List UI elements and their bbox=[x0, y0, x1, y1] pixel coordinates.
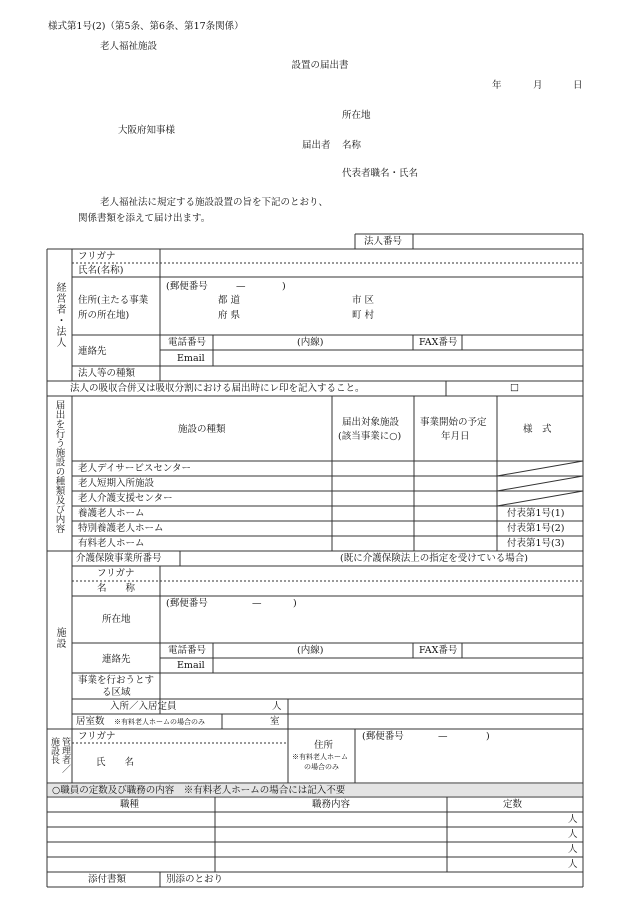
manager-section-label: 管理者／施設長 bbox=[49, 737, 70, 773]
staff-count-unit: 人 bbox=[568, 814, 578, 825]
manager-postal-dash: — bbox=[438, 731, 448, 742]
operator-ext-label: (内線) bbox=[297, 337, 324, 348]
facility-email-label: Email bbox=[177, 660, 205, 671]
operator-city-shiku: 市 区 bbox=[352, 295, 375, 306]
form-number: 様式第1号(2)（第5条、第6条、第17条関係） bbox=[48, 21, 244, 32]
name-label: 名称 bbox=[342, 140, 362, 151]
facility-contact-label: 連絡先 bbox=[102, 654, 131, 665]
manager-postal-close: ) bbox=[486, 731, 490, 742]
operator-contact-label: 連絡先 bbox=[78, 346, 107, 357]
corp-number-input[interactable] bbox=[416, 236, 580, 247]
col-start-1: 事業開始の予定 bbox=[420, 417, 487, 428]
facility-type-row: 老人デイサービスセンター bbox=[78, 463, 191, 474]
operator-city-chouson: 町 村 bbox=[352, 310, 375, 321]
facility-type-row: 有料老人ホーム bbox=[78, 538, 145, 549]
operator-postal-close: ) bbox=[282, 281, 286, 292]
operator-pref-to: 都 道 bbox=[218, 295, 241, 306]
manager-name-label: 氏 名 bbox=[96, 757, 135, 768]
body-text-line2: 関係書類を添えて届け出ます。 bbox=[78, 213, 211, 224]
operator-corp-type-label: 法人等の種類 bbox=[78, 368, 136, 379]
facility-type-row: 老人短期入所施設 bbox=[78, 478, 155, 489]
merger-note: 法人の吸収合併又は吸収分割における届出時にレ印を記入すること。 bbox=[70, 383, 365, 394]
operator-fax-label: FAX番号 bbox=[419, 337, 458, 348]
facility-location-label: 所在地 bbox=[102, 614, 131, 625]
manager-address-label: 住所 bbox=[314, 740, 334, 751]
staff-header-note: ○職員の定数及び職務の内容 ※有料老人ホームの場合には記入不要 bbox=[52, 785, 346, 796]
operator-postal-dash: — bbox=[236, 281, 246, 292]
body-text-line1: 老人福祉法に規定する施設設置の旨を下記のとおり、 bbox=[100, 197, 329, 208]
insurance-no-label: 介護保険事業所番号 bbox=[76, 553, 162, 564]
facility-types-section-label: 届出を行う施設の種類及び内容 bbox=[53, 400, 65, 533]
operator-section-label: 経営者・法人 bbox=[54, 282, 65, 348]
facility-type-row: 養護老人ホーム bbox=[78, 508, 145, 519]
rooms-unit: 室 bbox=[270, 716, 280, 727]
col-target-1: 届出対象施設 bbox=[342, 417, 400, 428]
attachments-label: 添付書類 bbox=[88, 874, 127, 885]
date-day: 日 bbox=[573, 80, 583, 91]
addressee: 大阪府知事様 bbox=[118, 125, 176, 136]
col-target-2: (該当事業に○) bbox=[338, 431, 402, 442]
staff-count-unit: 人 bbox=[568, 844, 578, 855]
facility-area-label-1: 事業を行おうとす bbox=[78, 675, 155, 686]
form-subject: 老人福祉施設 bbox=[100, 41, 158, 52]
manager-furigana-label: フリガナ bbox=[78, 731, 116, 742]
facility-ext-label: (内線) bbox=[297, 645, 324, 656]
operator-phone-label: 電話番号 bbox=[168, 337, 207, 348]
notifier-label: 届出者 bbox=[302, 140, 331, 151]
operator-address-label-2: 所の所在地) bbox=[78, 310, 130, 321]
col-staff-duty: 職務内容 bbox=[312, 799, 351, 810]
col-staff-kind: 職種 bbox=[120, 799, 140, 810]
facility-postal-close: ) bbox=[293, 598, 297, 609]
col-staff-count: 定数 bbox=[503, 799, 523, 810]
facility-name-label: 名 称 bbox=[97, 583, 136, 594]
facility-postal-label: (郵便番号 bbox=[166, 598, 208, 609]
merger-checkbox[interactable]: □ bbox=[510, 382, 519, 393]
operator-name-label: 氏名(名称) bbox=[78, 265, 124, 276]
rooms-label: 居室数 bbox=[76, 716, 105, 727]
insurance-note: (既に介護保険法上の指定を受けている場合) bbox=[340, 553, 528, 564]
facility-fax-label: FAX番号 bbox=[419, 645, 458, 656]
facility-postal-dash: — bbox=[252, 598, 262, 609]
location-label: 所在地 bbox=[342, 110, 371, 121]
manager-postal-label: (郵便番号 bbox=[362, 731, 404, 742]
capacity-label: 入所／入居定員 bbox=[110, 701, 177, 712]
date-month: 月 bbox=[533, 80, 543, 91]
col-facility-type: 施設の種類 bbox=[178, 424, 226, 435]
operator-email-label: Email bbox=[177, 353, 205, 364]
facility-form-ref: 付表第1号(2) bbox=[507, 523, 565, 534]
staff-count-unit: 人 bbox=[568, 829, 578, 840]
attachments-value: 別添のとおり bbox=[166, 874, 224, 885]
operator-furigana-label: フリガナ bbox=[78, 251, 116, 262]
rooms-note: ※有料老人ホームの場合のみ bbox=[114, 718, 205, 726]
operator-pref-fu: 府 県 bbox=[218, 310, 241, 321]
facility-form-ref: 付表第1号(1) bbox=[507, 508, 565, 519]
manager-address-note-2: の場合のみ bbox=[304, 763, 339, 771]
col-form: 様 式 bbox=[523, 424, 552, 435]
representative-label: 代表者職名・氏名 bbox=[342, 168, 419, 179]
col-start-2: 年月日 bbox=[441, 431, 470, 442]
facility-section-label: 施設 bbox=[54, 627, 65, 649]
date-year: 年 bbox=[492, 80, 502, 91]
facility-form-ref: 付表第1号(3) bbox=[507, 538, 565, 549]
manager-address-note-1: ※有料老人ホーム bbox=[292, 753, 348, 761]
document-title: 設置の届出書 bbox=[291, 60, 349, 71]
operator-postal-label: (郵便番号 bbox=[166, 281, 208, 292]
facility-type-row: 老人介護支援センター bbox=[78, 493, 173, 504]
operator-address-label-1: 住所(主たる事業 bbox=[78, 295, 149, 306]
facility-type-row: 特別養護老人ホーム bbox=[78, 523, 164, 534]
facility-furigana-label: フリガナ bbox=[97, 568, 135, 579]
capacity-unit: 人 bbox=[272, 701, 282, 712]
facility-phone-label: 電話番号 bbox=[168, 645, 207, 656]
corp-number-label: 法人番号 bbox=[364, 236, 403, 247]
facility-area-label-2: る区域 bbox=[102, 687, 131, 698]
staff-count-unit: 人 bbox=[568, 859, 578, 870]
